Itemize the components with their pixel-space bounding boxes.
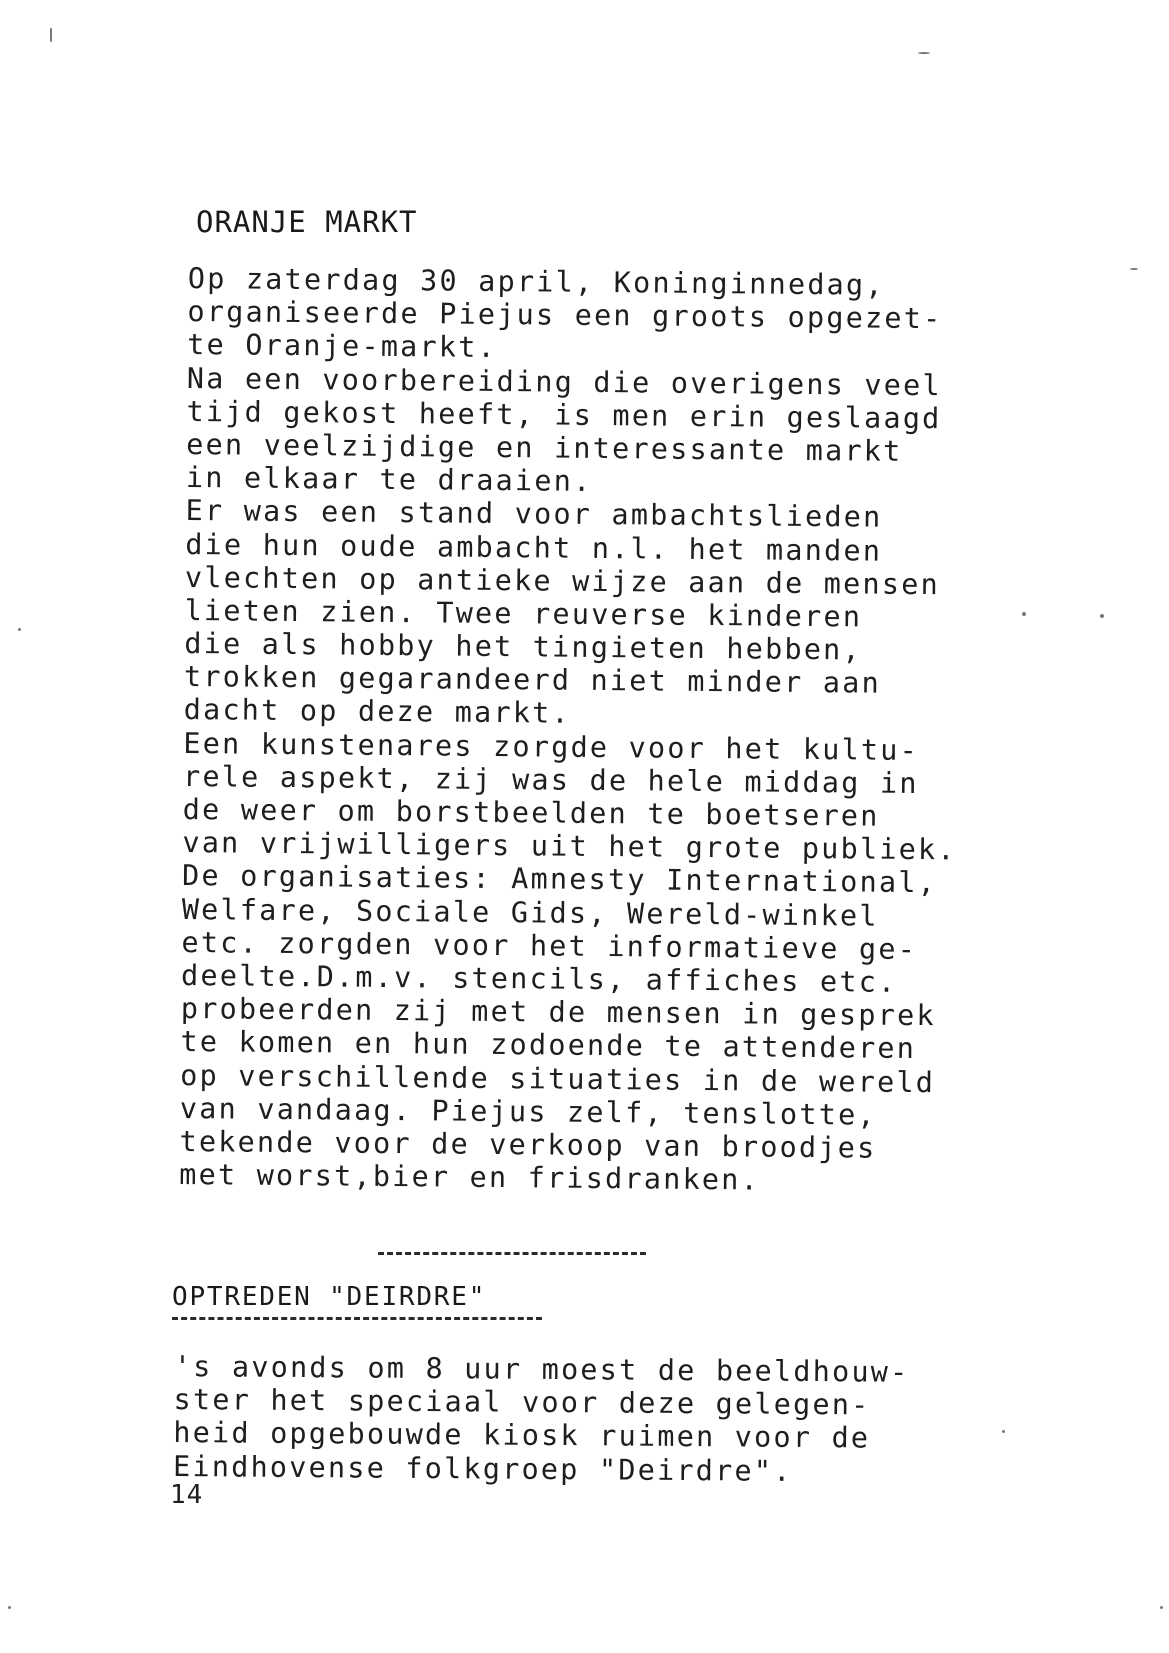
text-line: trokken gegarandeerd niet minder aan bbox=[183, 660, 882, 700]
scan-speck bbox=[18, 628, 21, 631]
paragraph-optreden-deirdre bbox=[173, 1350, 1074, 1490]
scan-speck bbox=[1002, 1430, 1005, 1433]
scan-speck bbox=[50, 28, 52, 42]
text-line: van vandaag. Piejus zelf, tenslotte, bbox=[179, 1091, 877, 1132]
section-heading-optreden-deirdre bbox=[172, 1282, 486, 1312]
text-line: dacht op deze markt. bbox=[183, 693, 572, 731]
text-line: in elkaar te draaien. bbox=[185, 461, 593, 499]
scan-speck bbox=[1130, 268, 1138, 270]
text-line: vlechten op antieke wijze aan de mensen bbox=[184, 560, 941, 601]
text-line: Een kunstenares zorgde voor het kultu- bbox=[183, 726, 920, 767]
heading-text: OPTREDEN "DEIRDRE" bbox=[172, 1282, 487, 1312]
text-line: de weer om borstbeelden te boetseren bbox=[182, 792, 880, 833]
section-heading-oranje-markt bbox=[196, 206, 418, 238]
text-line: die hun oude ambacht n.l. het manden bbox=[185, 527, 883, 568]
text-line: Er was een stand voor ambachtslieden bbox=[185, 494, 883, 534]
text-line: die als hobby het tingieten hebben, bbox=[184, 627, 863, 667]
text-line: heid opgebouwde kiosk ruimen voor de bbox=[173, 1416, 871, 1455]
text-line: ster het speciaal voor deze gelegen- bbox=[173, 1383, 871, 1422]
text-line: te komen en hun zodoende te attenderen bbox=[180, 1025, 917, 1066]
text-line: op verschillende situaties in de wereld bbox=[180, 1058, 936, 1099]
text-line: lieten zien. Twee reuverse kinderen bbox=[184, 593, 863, 634]
scan-speck bbox=[918, 52, 930, 54]
paragraph-oranje-markt bbox=[179, 262, 1088, 1200]
text-line: De organisaties: Amnesty International, bbox=[181, 859, 938, 900]
text-line: met worst,bier en frisdranken. bbox=[179, 1158, 761, 1197]
text-line: Welfare, Sociale Gids, Wereld-winkel bbox=[181, 892, 879, 933]
text-line: tijd gekost heeft, is men erin geslaagd bbox=[186, 394, 942, 435]
text-line: van vrijwilligers uit het grote publiek. bbox=[182, 826, 957, 867]
scan-speck bbox=[1160, 1606, 1163, 1609]
text-line: deelte.D.m.v. stencils, affiches etc. bbox=[180, 958, 898, 999]
text-line: rele aspekt, zij was de hele middag in bbox=[182, 759, 919, 800]
text-line: een veelzijdige en interessante markt bbox=[186, 427, 903, 468]
scan-speck bbox=[1100, 614, 1104, 618]
page-number: 14 bbox=[170, 1480, 204, 1510]
text-line: 's avonds om 8 uur moest de beeldhouw- bbox=[173, 1350, 910, 1389]
section-divider bbox=[378, 1252, 646, 1255]
text-line: tekende voor de verkoop van broodjes bbox=[179, 1124, 877, 1165]
text-line: te Oranje-markt. bbox=[187, 328, 498, 365]
text-line: etc. zorgden voor het informatieve ge- bbox=[181, 925, 918, 966]
text-line: Op zaterdag 30 april, Koninginnedag, bbox=[187, 262, 885, 302]
heading-text: ORANJE MARKT bbox=[196, 205, 418, 239]
text-line: probeerden zij met de mensen in gesprek bbox=[180, 992, 936, 1033]
scan-speck bbox=[1022, 612, 1026, 616]
scan-speck bbox=[8, 1606, 11, 1609]
text-line: organiseerde Piejus een groots opgezet- bbox=[187, 295, 943, 336]
text-line: Na een voorbereiding die overigens veel bbox=[186, 361, 942, 402]
text-line: Eindhovense folkgroep "Deirdre". bbox=[172, 1449, 793, 1488]
heading-underline bbox=[172, 1317, 542, 1320]
